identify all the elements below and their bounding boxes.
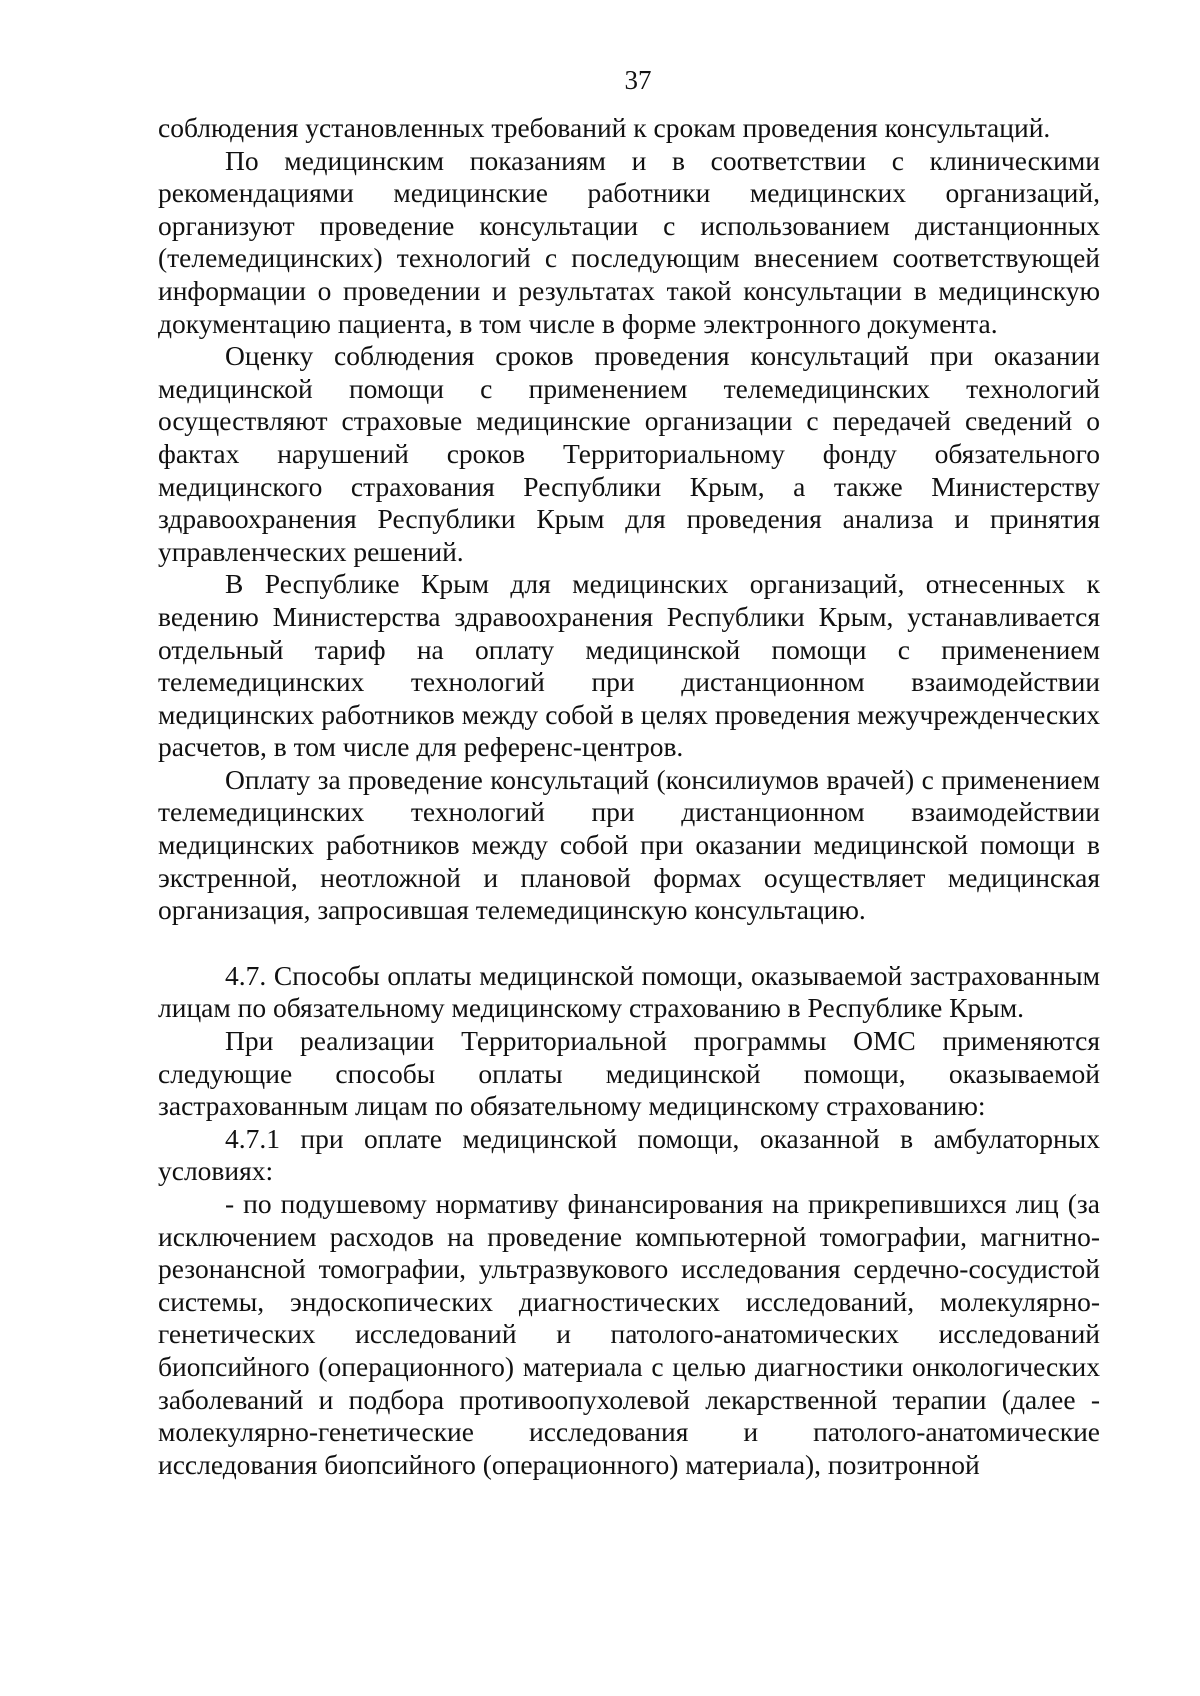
section-heading-4-7: 4.7. Способы оплаты медицинской помощи, оказываемой застрахованным лицам по обязательному медицинскому страхованию в Республике Крым. bbox=[158, 959, 1100, 1024]
paragraph-7: При реализации Территориальной программы ОМС применяются следующие способы оплаты медицинской помощи, оказываемой застрахованным лицам по обязательному медицинскому страхованию: bbox=[158, 1025, 1100, 1122]
list-item-per-capita: - по подушевому нормативу финансирования на прикрепившихся лиц (за исключением расходов на проведение компьютерной томографии, магнитно-резонансной томографии, ультразвукового исследования сердечно-сосудистой системы, эндоскопических диагностических исследований, молекулярно-генетических исследований и патолого-анатомических исследований биопсийного (операционного) материала с целью диагностики онкологических заболеваний и подбора противоопухолевой лекарственной терапии (далее - молекулярно-генетические исследования и патолого-анатомические исследования биопсийного (операционного) материала), позитронной bbox=[158, 1188, 1100, 1480]
paragraph-4: В Республике Крым для медицинских организаций, отнесенных к ведению Министерства здравоохранения Республики Крым, устанавливается отдельный тариф на оплату медицинской помощи с применением телемедицинских технологий при дистанционном взаимодействии медицинских работников между собой в целях проведения межучрежденческих расчетов, в том числе для референс-центров. bbox=[158, 568, 1100, 763]
paragraph-3: Оценку соблюдения сроков проведения консультаций при оказании медицинской помощи с применением телемедицинских технологий осуществляют страховые медицинские организации с передачей сведений о фактах нарушений сроков Территориальному фонду обязательного медицинского страхования Республики Крым, а также Министерству здравоохранения Республики Крым для проведения анализа и принятия управленческих решений. bbox=[158, 340, 1100, 567]
subsection-4-7-1: 4.7.1 при оплате медицинской помощи, оказанной в амбулаторных условиях: bbox=[158, 1122, 1100, 1187]
paragraph-5: Оплату за проведение консультаций (консилиумов врачей) с применением телемедицинских технологий при дистанционном взаимодействии медицинских работников между собой при оказании медицинской помощи в экстренной, неотложной и плановой формах осуществляет медицинская организация, запросившая телемедицинскую консультацию. bbox=[158, 763, 1100, 926]
paragraph-1: соблюдения установленных требований к срокам проведения консультаций. bbox=[158, 112, 1051, 143]
page-number: 37 bbox=[624, 65, 652, 95]
paragraph-2: По медицинским показаниям и в соответствии с клиническими рекомендациями медицинские работники медицинских организаций, организуют проведение консультации с использованием дистанционных (телемедицинских) технологий с последующим внесением соответствующей информации о проведении и результатах такой консультации в медицинскую документацию пациента, в том числе в форме электронного документа. bbox=[158, 144, 1100, 339]
